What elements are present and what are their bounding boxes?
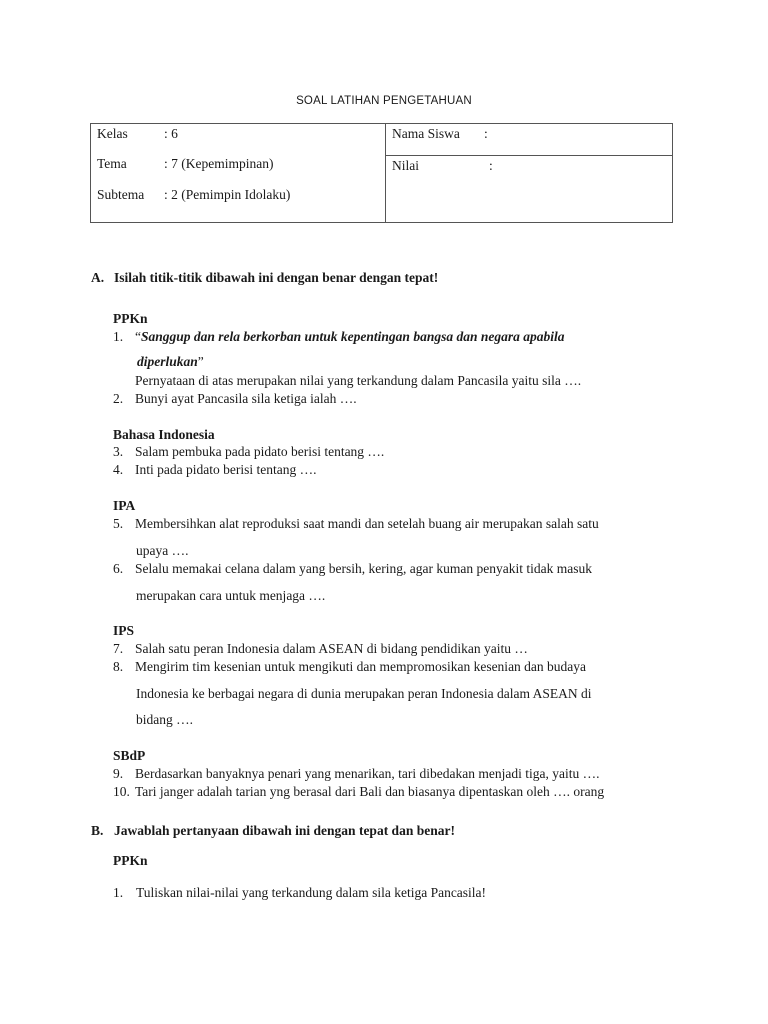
nilai-cell[interactable] — [386, 156, 672, 222]
subject-ipa: IPA — [113, 498, 136, 513]
question-number: 2. — [113, 391, 124, 406]
question-1-line-3: Pernyataan di atas merupakan nilai yang terkandung dalam Pancasila yaitu sila …. — [135, 373, 582, 388]
question-1-line-2 — [137, 354, 204, 370]
nama-siswa-cell[interactable] — [386, 124, 672, 156]
tema-row — [97, 156, 273, 174]
question-number: 10. — [113, 784, 130, 799]
nilai-row — [392, 158, 493, 174]
question-2: Bunyi ayat Pancasila sila ketiga ialah …. — [135, 391, 357, 406]
subtema-value: : 2 (Pemimpin Idolaku) — [164, 187, 291, 202]
nilai-label: Nilai — [392, 158, 419, 173]
subject-ppkn-b: PPKn — [113, 853, 148, 868]
question-9: Berdasarkan banyaknya penari yang menarikan, tari dibedakan menjadi tiga, yaitu …. — [135, 766, 600, 781]
question-number: 1. — [113, 885, 124, 900]
quote-open: “ — [135, 329, 141, 344]
subtema-row — [97, 187, 290, 205]
quote-text-1: Sanggup dan rela berkorban untuk kepentingan bangsa dan negara apabila — [141, 329, 565, 344]
question-5-line-2: upaya …. — [136, 543, 189, 558]
kelas-value: : 6 — [164, 126, 178, 141]
kelas-row — [97, 126, 178, 144]
section-a-letter: A. — [91, 270, 105, 285]
nama-value: : — [484, 126, 488, 141]
subject-sbdp: SBdP — [113, 748, 146, 763]
nama-row — [392, 126, 488, 142]
question-number: 1. — [113, 329, 124, 344]
question-4: Inti pada pidato berisi tentang …. — [135, 462, 317, 477]
quote-text-2: diperlukan — [137, 354, 198, 369]
question-b-1: Tuliskan nilai-nilai yang terkandung dalam sila ketiga Pancasila! — [136, 885, 487, 900]
subtema-label: Subtema — [97, 187, 145, 202]
question-3: Salam pembuka pada pidato berisi tentang …. — [135, 444, 385, 459]
kelas-label: Kelas — [97, 126, 128, 141]
question-6-line-1: Selalu memakai celana dalam yang bersih, kering, agar kuman penyakit tidak masuk — [135, 561, 592, 576]
class-info-cell — [91, 124, 386, 222]
question-7: Salah satu peran Indonesia dalam ASEAN di bidang pendidikan yaitu … — [135, 641, 528, 656]
tema-value: : 7 (Kepemimpinan) — [164, 156, 274, 171]
subject-bahasa-indonesia: Bahasa Indonesia — [113, 427, 215, 442]
page-title: SOAL LATIHAN PENGETAHUAN — [296, 95, 472, 107]
question-8-line-1: Mengirim tim kesenian untuk mengikuti dan mempromosikan kesenian dan budaya — [135, 659, 587, 674]
tema-label: Tema — [97, 156, 127, 171]
question-8-line-3: bidang …. — [136, 712, 193, 727]
question-1-line-1 — [135, 329, 564, 345]
question-6-line-2: merupakan cara untuk menjaga …. — [136, 588, 326, 603]
question-10: Tari janger adalah tarian yng berasal dari Bali dan biasanya dipentaskan oleh …. orang — [135, 784, 605, 799]
question-number: 3. — [113, 444, 124, 459]
section-b-instruction: Jawablah pertanyaan dibawah ini dengan tepat dan benar! — [114, 823, 455, 838]
question-number: 8. — [113, 659, 124, 674]
question-5-line-1: Membersihkan alat reproduksi saat mandi dan setelah buang air merupakan salah satu — [135, 516, 599, 531]
question-number: 6. — [113, 561, 124, 576]
nama-label: Nama Siswa — [392, 126, 460, 141]
question-8-line-2: Indonesia ke berbagai negara di dunia merupakan peran Indonesia dalam ASEAN di — [136, 686, 592, 701]
question-number: 4. — [113, 462, 124, 477]
question-number: 7. — [113, 641, 124, 656]
section-a-instruction: Isilah titik-titik dibawah ini dengan benar dengan tepat! — [114, 270, 439, 285]
student-info-table — [90, 123, 673, 223]
question-number: 5. — [113, 516, 124, 531]
nilai-value: : — [489, 158, 493, 173]
subject-ips: IPS — [113, 623, 135, 638]
subject-ppkn: PPKn — [113, 311, 148, 326]
section-b-letter: B. — [91, 823, 104, 838]
quote-close: ” — [197, 354, 204, 369]
question-number: 9. — [113, 766, 124, 781]
